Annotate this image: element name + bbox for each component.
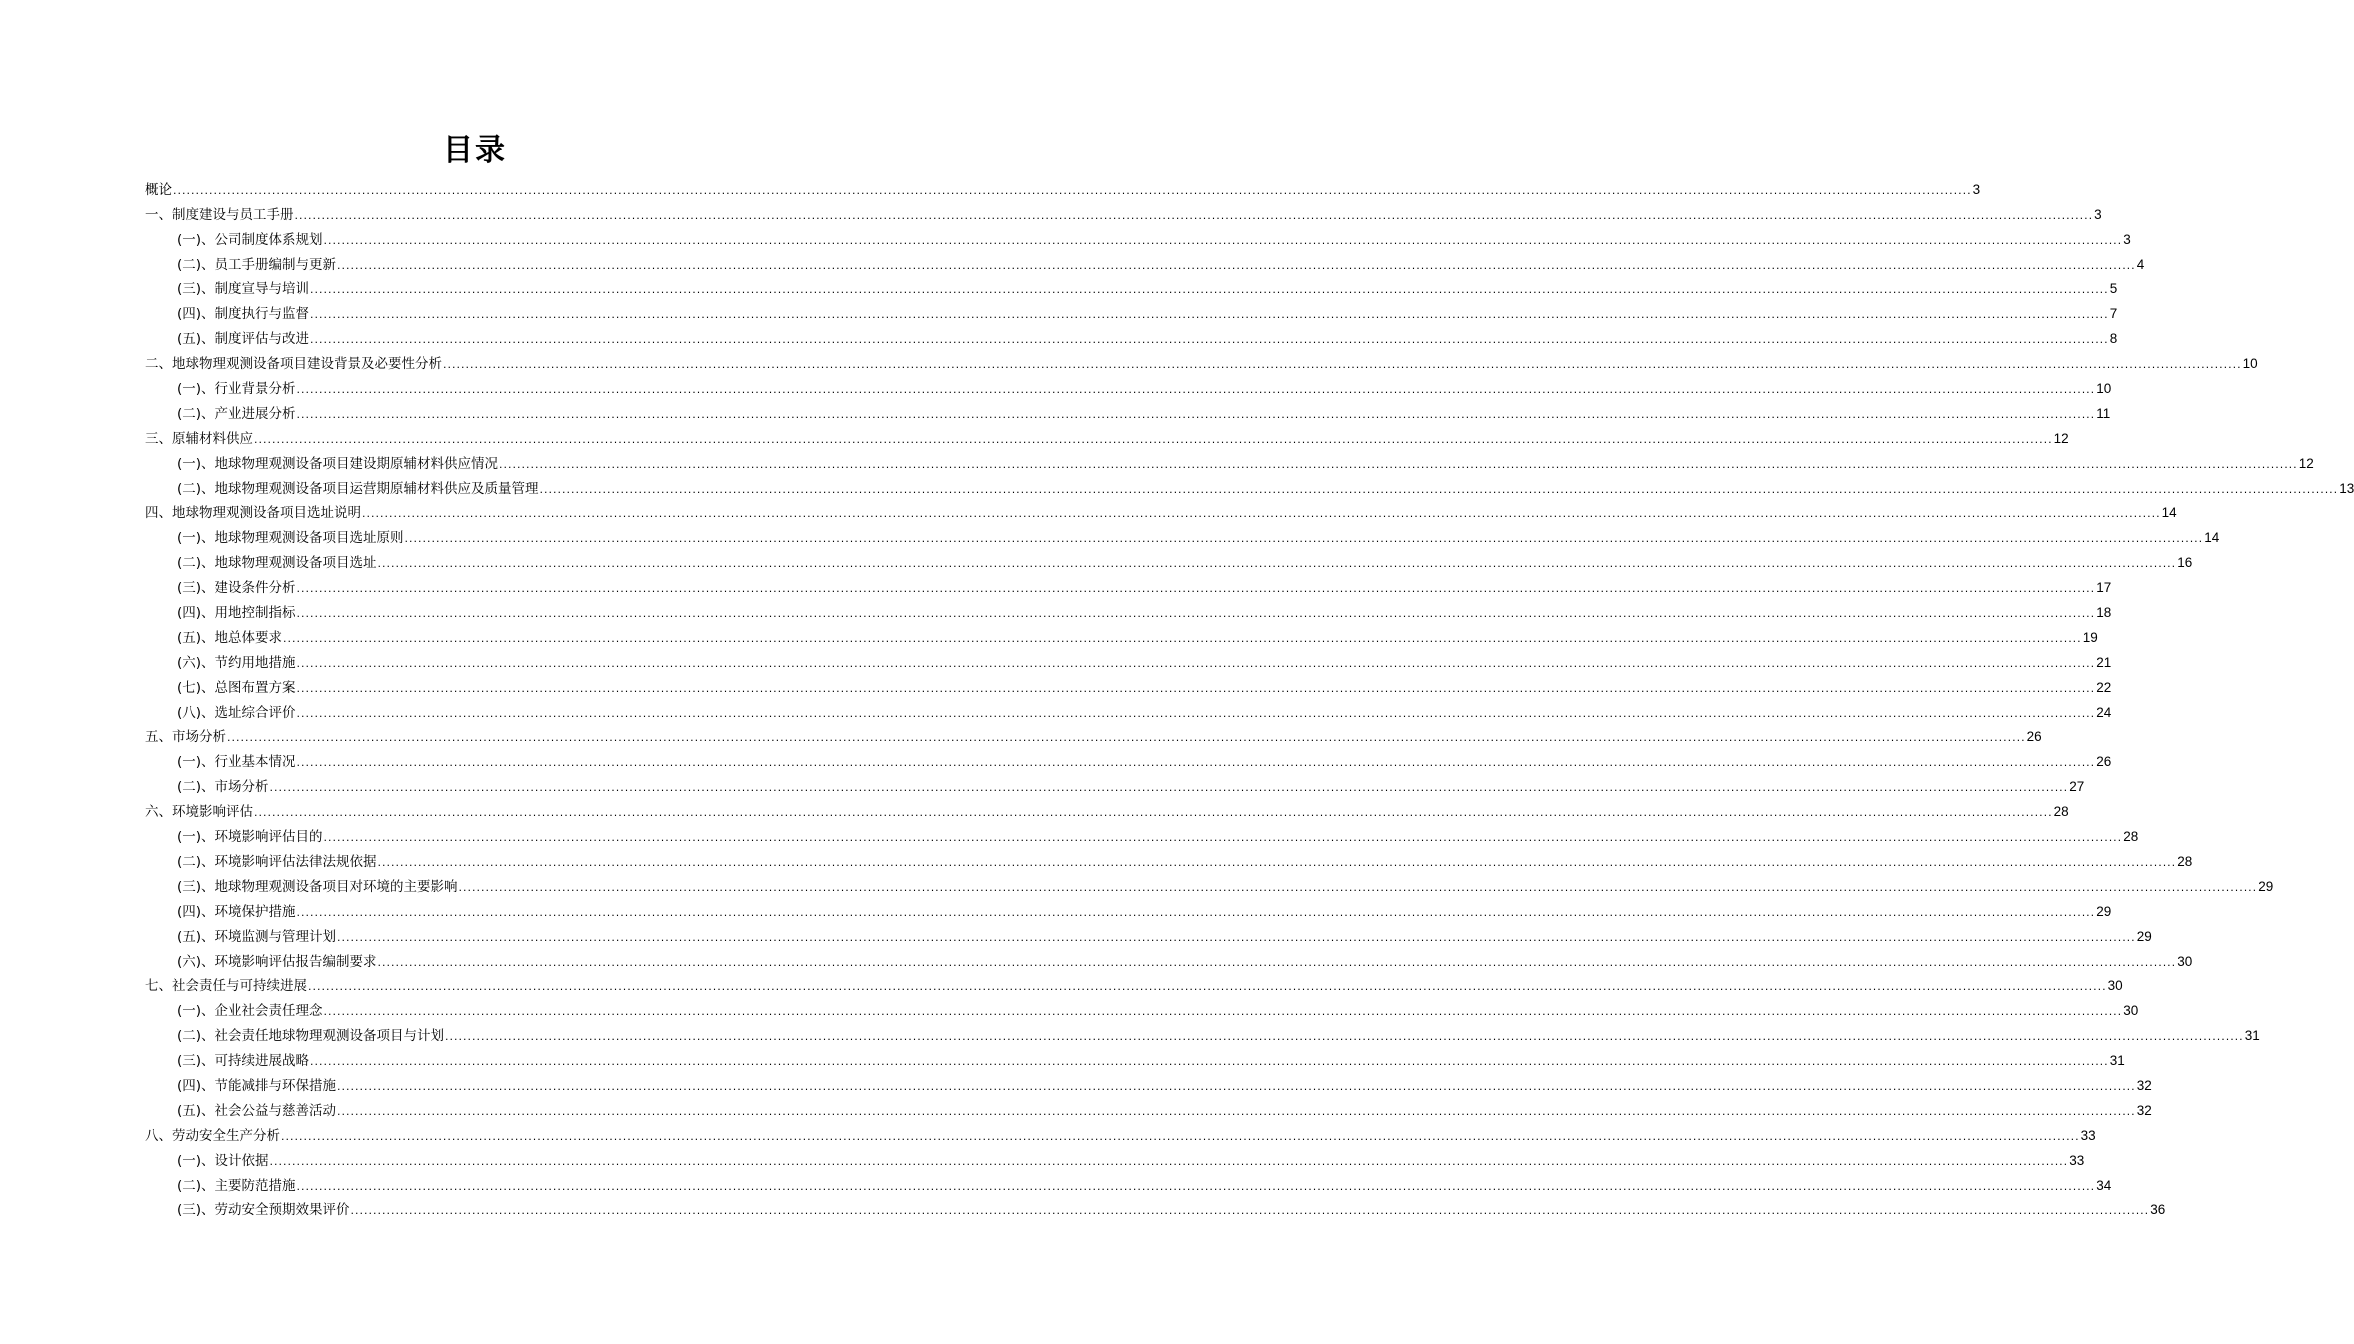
toc-entry-label: (一)、公司制度体系规划 (177, 231, 323, 248)
toc-entry-page-number: 18 (2096, 605, 2112, 621)
toc-entry-page-number: 26 (2096, 754, 2112, 770)
toc-entry[interactable] (145, 1195, 2166, 1220)
toc-entry-page-number: 28 (2177, 853, 2193, 869)
toc-entry-label: 五、市场分析 (145, 729, 226, 746)
toc-entry-page-number: 29 (2096, 903, 2112, 919)
toc-entry[interactable] (145, 174, 1981, 199)
toc-dot-leader: ................................................................................................................................................................................................................................................................................................................................................................................................................ (254, 806, 2053, 820)
toc-entry-label: (二)、主要防范措施 (177, 1177, 296, 1194)
toc-entry-page-number: 10 (2096, 381, 2112, 397)
toc-entry-label: (四)、用地控制指标 (177, 605, 296, 622)
toc-dot-leader: ................................................................................................................................................................................................................................................................................................................................................................................................................ (296, 383, 2096, 397)
toc-entry-label: (二)、环境影响评估法律法规依据 (177, 853, 377, 870)
toc-entry-label: 四、地球物理观测设备项目选址说明 (145, 505, 361, 522)
toc-dot-leader: ................................................................................................................................................................................................................................................................................................................................................................................................................ (269, 781, 2069, 795)
toc-entry-page-number: 13 (2339, 480, 2354, 496)
table-of-contents (145, 174, 2354, 1219)
toc-entry-page-number: 11 (2096, 405, 2111, 421)
toc-entry[interactable] (145, 199, 2102, 224)
toc-entry-label: (一)、企业社会责任理念 (177, 1003, 323, 1020)
toc-entry-label: (四)、环境保护措施 (177, 903, 296, 920)
toc-entry[interactable] (145, 224, 2131, 249)
toc-entry[interactable] (145, 1145, 2085, 1170)
toc-entry-label: (六)、环境影响评估报告编制要求 (177, 953, 377, 970)
toc-entry[interactable] (145, 373, 2112, 398)
toc-entry[interactable] (145, 946, 2193, 971)
toc-dot-leader: ................................................................................................................................................................................................................................................................................................................................................................................................................ (283, 631, 2082, 645)
toc-entry-label: 三、原辅材料供应 (145, 430, 253, 447)
toc-entry-page-number: 30 (2107, 978, 2123, 994)
toc-entry[interactable] (145, 697, 2112, 722)
toc-entry-page-number: 31 (2244, 1028, 2260, 1044)
toc-entry-page-number: 7 (2109, 306, 2118, 322)
toc-entry-label: 七、社会责任与可持续进展 (145, 978, 307, 995)
toc-entry-label: (八)、选址综合评价 (177, 704, 296, 721)
toc-entry-label: (二)、地球物理观测设备项目运营期原辅材料供应及质量管理 (177, 480, 539, 497)
toc-entry[interactable] (145, 1020, 2260, 1045)
toc-entry-label: (三)、制度宣导与培训 (177, 281, 310, 298)
toc-entry-label: (六)、节约用地措施 (177, 654, 296, 671)
toc-dot-leader: ................................................................................................................................................................................................................................................................................................................................................................................................................ (173, 183, 1972, 197)
toc-dot-leader: ................................................................................................................................................................................................................................................................................................................................................................................................................ (296, 656, 2096, 670)
toc-entry[interactable] (145, 995, 2139, 1020)
toc-entry[interactable] (145, 971, 2123, 996)
toc-dot-leader: ................................................................................................................................................................................................................................................................................................................................................................................................................ (337, 1104, 2136, 1118)
toc-entry-label: (五)、社会公益与慈善活动 (177, 1102, 337, 1119)
toc-entry-label: (三)、地球物理观测设备项目对环境的主要影响 (177, 878, 458, 895)
toc-dot-leader: ................................................................................................................................................................................................................................................................................................................................................................................................................ (254, 432, 2053, 446)
toc-entry-page-number: 16 (2177, 555, 2193, 571)
toc-entry[interactable] (145, 249, 2145, 274)
toc-entry-label: (五)、制度评估与改进 (177, 331, 310, 348)
toc-dot-leader: ................................................................................................................................................................................................................................................................................................................................................................................................................ (308, 980, 2107, 994)
toc-entry[interactable] (145, 398, 2111, 423)
toc-entry-label: (一)、地球物理观测设备项目建设期原辅材料供应情况 (177, 455, 499, 472)
toc-dot-leader: ................................................................................................................................................................................................................................................................................................................................................................................................................ (404, 532, 2204, 546)
toc-entry[interactable] (145, 274, 2118, 299)
toc-entry[interactable] (145, 348, 2258, 373)
toc-title: 目录 (443, 133, 507, 168)
toc-entry[interactable] (145, 1120, 2096, 1145)
toc-entry[interactable] (145, 871, 2274, 896)
toc-entry-page-number: 29 (2136, 928, 2152, 944)
toc-entry-page-number: 36 (2150, 1202, 2166, 1218)
toc-entry-page-number: 28 (2053, 804, 2069, 820)
toc-entry-page-number: 12 (2053, 430, 2069, 446)
toc-entry-label: (五)、地总体要求 (177, 629, 283, 646)
toc-entry[interactable] (145, 647, 2112, 672)
toc-entry-page-number: 29 (2258, 878, 2274, 894)
toc-entry-page-number: 5 (2109, 281, 2118, 297)
toc-dot-leader: ................................................................................................................................................................................................................................................................................................................................................................................................................ (296, 681, 2096, 695)
toc-entry-page-number: 31 (2109, 1053, 2125, 1069)
toc-entry-label: (四)、制度执行与监督 (177, 306, 310, 323)
toc-entry[interactable] (145, 896, 2112, 921)
toc-entry[interactable] (145, 1170, 2112, 1195)
toc-dot-leader: ................................................................................................................................................................................................................................................................................................................................................................................................................ (310, 308, 2109, 322)
toc-entry-page-number: 14 (2161, 505, 2177, 521)
toc-entry-page-number: 30 (2177, 953, 2193, 969)
toc-dot-leader: ................................................................................................................................................................................................................................................................................................................................................................................................................ (337, 930, 2136, 944)
toc-dot-leader: ................................................................................................................................................................................................................................................................................................................................................................................................................ (443, 358, 2242, 372)
toc-entry[interactable] (145, 672, 2112, 697)
toc-dot-leader: ................................................................................................................................................................................................................................................................................................................................................................................................................ (281, 1129, 2080, 1143)
toc-dot-leader: ................................................................................................................................................................................................................................................................................................................................................................................................................ (539, 482, 2339, 496)
toc-entry[interactable] (145, 473, 2354, 498)
toc-entry-page-number: 27 (2069, 779, 2085, 795)
toc-dot-leader: ................................................................................................................................................................................................................................................................................................................................................................................................................ (310, 1055, 2109, 1069)
toc-entry-label: 概论 (145, 181, 172, 198)
toc-entry-label: (三)、劳动安全预期效果评价 (177, 1202, 350, 1219)
toc-entry[interactable] (145, 771, 2085, 796)
toc-dot-leader: ................................................................................................................................................................................................................................................................................................................................................................................................................ (350, 1204, 2150, 1218)
toc-entry-page-number: 12 (2298, 455, 2314, 471)
toc-entry-label: (一)、行业背景分析 (177, 381, 296, 398)
toc-entry[interactable] (145, 1070, 2152, 1095)
toc-entry-page-number: 19 (2082, 629, 2098, 645)
toc-entry-label: (四)、节能减排与环保措施 (177, 1077, 337, 1094)
toc-entry[interactable] (145, 522, 2220, 547)
toc-entry-label: 二、地球物理观测设备项目建设背景及必要性分析 (145, 356, 442, 373)
toc-entry-label: (五)、环境监测与管理计划 (177, 928, 337, 945)
toc-entry-page-number: 22 (2096, 679, 2112, 695)
toc-entry-page-number: 32 (2136, 1077, 2152, 1093)
toc-entry[interactable] (145, 498, 2177, 523)
toc-entry-page-number: 8 (2109, 331, 2118, 347)
toc-entry-label: 八、劳动安全生产分析 (145, 1127, 280, 1144)
toc-entry[interactable] (145, 746, 2112, 771)
toc-entry-page-number: 3 (2123, 231, 2131, 247)
toc-dot-leader: ................................................................................................................................................................................................................................................................................................................................................................................................................ (458, 880, 2258, 894)
toc-entry-page-number: 3 (1972, 181, 1981, 197)
toc-dot-leader: ................................................................................................................................................................................................................................................................................................................................................................................................................ (499, 457, 2298, 471)
toc-entry-page-number: 4 (2136, 256, 2145, 272)
toc-entry-label: (二)、市场分析 (177, 779, 269, 796)
toc-entry-page-number: 32 (2136, 1102, 2152, 1118)
toc-entry-page-number: 26 (2026, 729, 2042, 745)
toc-dot-leader: ................................................................................................................................................................................................................................................................................................................................................................................................................ (337, 258, 2136, 272)
toc-dot-leader: ................................................................................................................................................................................................................................................................................................................................................................................................................ (445, 1030, 2244, 1044)
toc-entry-page-number: 10 (2242, 356, 2258, 372)
toc-entry[interactable] (145, 597, 2112, 622)
toc-dot-leader: ................................................................................................................................................................................................................................................................................................................................................................................................................ (310, 333, 2109, 347)
toc-dot-leader: ................................................................................................................................................................................................................................................................................................................................................................................................................ (227, 731, 2026, 745)
toc-dot-leader: ................................................................................................................................................................................................................................................................................................................................................................................................................ (323, 831, 2123, 845)
toc-entry-label: (二)、员工手册编制与更新 (177, 256, 337, 273)
toc-entry[interactable] (145, 821, 2139, 846)
toc-dot-leader: ................................................................................................................................................................................................................................................................................................................................................................................................................ (296, 582, 2096, 596)
toc-entry[interactable] (145, 298, 2118, 323)
toc-dot-leader: ................................................................................................................................................................................................................................................................................................................................................................................................................ (323, 233, 2123, 247)
toc-entry-label: (七)、总图布置方案 (177, 679, 296, 696)
toc-dot-leader: ................................................................................................................................................................................................................................................................................................................................................................................................................ (377, 557, 2177, 571)
toc-dot-leader: ................................................................................................................................................................................................................................................................................................................................................................................................................ (296, 607, 2096, 621)
toc-entry[interactable] (145, 1095, 2152, 1120)
toc-entry[interactable] (145, 448, 2314, 473)
toc-dot-leader: ................................................................................................................................................................................................................................................................................................................................................................................................................ (377, 955, 2177, 969)
toc-entry-label: (一)、行业基本情况 (177, 754, 296, 771)
toc-entry[interactable] (145, 423, 2069, 448)
toc-entry-label: (二)、社会责任地球物理观测设备项目与计划 (177, 1028, 445, 1045)
toc-dot-leader: ................................................................................................................................................................................................................................................................................................................................................................................................................ (377, 855, 2177, 869)
toc-entry-page-number: 17 (2096, 580, 2112, 596)
toc-entry-label: (二)、地球物理观测设备项目选址 (177, 555, 377, 572)
toc-entry-page-number: 33 (2069, 1152, 2085, 1168)
toc-entry-label: 一、制度建设与员工手册 (145, 206, 294, 223)
toc-dot-leader: ................................................................................................................................................................................................................................................................................................................................................................................................................ (323, 1005, 2123, 1019)
toc-entry[interactable] (145, 323, 2118, 348)
toc-entry[interactable] (145, 572, 2112, 597)
toc-entry-label: (二)、产业进展分析 (177, 405, 296, 422)
toc-entry-label: 六、环境影响评估 (145, 804, 253, 821)
toc-entry-page-number: 33 (2080, 1127, 2096, 1143)
toc-dot-leader: ................................................................................................................................................................................................................................................................................................................................................................................................................ (296, 905, 2096, 919)
toc-entry-page-number: 21 (2096, 654, 2112, 670)
toc-entry[interactable] (145, 722, 2042, 747)
toc-dot-leader: ................................................................................................................................................................................................................................................................................................................................................................................................................ (269, 1154, 2069, 1168)
toc-entry-page-number: 28 (2123, 829, 2139, 845)
toc-entry-page-number: 34 (2096, 1177, 2112, 1193)
toc-entry-page-number: 14 (2204, 530, 2220, 546)
toc-dot-leader: ................................................................................................................................................................................................................................................................................................................................................................................................................ (294, 208, 2094, 222)
toc-entry-page-number: 30 (2123, 1003, 2139, 1019)
toc-entry[interactable] (145, 547, 2193, 572)
toc-entry[interactable] (145, 846, 2193, 871)
toc-entry[interactable] (145, 796, 2069, 821)
toc-dot-leader: ................................................................................................................................................................................................................................................................................................................................................................................................................ (337, 1079, 2136, 1093)
toc-entry-label: (一)、设计依据 (177, 1152, 269, 1169)
toc-entry-label: (三)、建设条件分析 (177, 580, 296, 597)
toc-dot-leader: ................................................................................................................................................................................................................................................................................................................................................................................................................ (362, 507, 2161, 521)
toc-entry-label: (三)、可持续进展战略 (177, 1053, 310, 1070)
toc-dot-leader: ................................................................................................................................................................................................................................................................................................................................................................................................................ (310, 283, 2109, 297)
toc-entry-page-number: 24 (2096, 704, 2112, 720)
toc-entry[interactable] (145, 1045, 2125, 1070)
toc-dot-leader: ................................................................................................................................................................................................................................................................................................................................................................................................................ (296, 407, 2096, 421)
toc-dot-leader: ................................................................................................................................................................................................................................................................................................................................................................................................................ (296, 756, 2096, 770)
toc-dot-leader: ................................................................................................................................................................................................................................................................................................................................................................................................................ (296, 706, 2096, 720)
toc-entry-label: (一)、地球物理观测设备项目选址原则 (177, 530, 404, 547)
toc-entry[interactable] (145, 622, 2098, 647)
toc-entry-label: (一)、环境影响评估目的 (177, 829, 323, 846)
toc-dot-leader: ................................................................................................................................................................................................................................................................................................................................................................................................................ (296, 1179, 2096, 1193)
toc-entry[interactable] (145, 921, 2152, 946)
toc-entry-page-number: 3 (2094, 206, 2102, 222)
